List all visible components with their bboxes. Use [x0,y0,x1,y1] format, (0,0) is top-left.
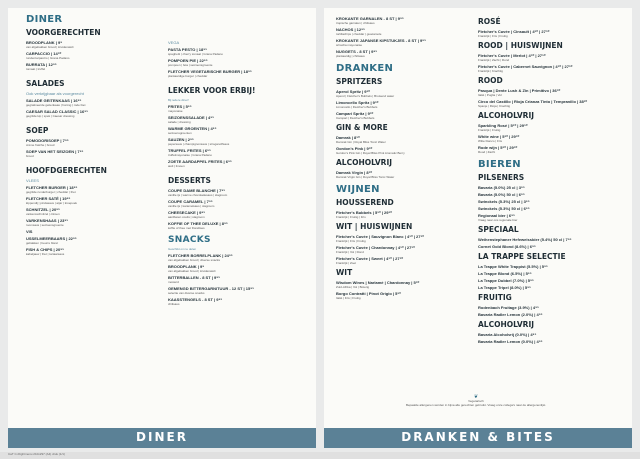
menu-list [478,123,618,154]
menu-item-name: FRITES | 5⁹⁵ [168,104,192,109]
menu-item-name: COUPE CARAMEL | 7⁹⁵ [168,199,213,204]
menu-item-name: Fletcher's Cuvée | Cabernet Sauvignon | 4⁵⁰ | 27⁵⁰ [478,64,573,69]
menu-item-description: Aperol | Fletcher's Bubbels | Bruisend water [336,94,395,98]
menu-item-name: COUPE DAME BLANCHE | 7⁹⁵ [168,188,226,193]
menu-list [168,188,288,230]
menu-item-name: CHEESECAKE | 9⁹⁵ [168,210,206,215]
menu-item-name: Circo del Castillo | Rioja Crianza Tinto | Tempranillo | 38⁵⁰ [478,99,588,104]
menu-item-name: Regionaal bier | 6⁹⁵ [478,213,515,218]
menu-item-description: koffie of thee met friandises [168,226,205,230]
section-title: SNACKS [168,235,211,245]
menu-item-description: crème fraîche | brood [26,143,55,147]
menu-item-name: Weihenstephaner Hefeweissbier (5.4%) 50 cl | 7⁹⁵ [478,237,572,242]
menu-list [26,40,126,71]
menu-item-description: Campari | Fletcher's Bubbels [336,116,375,120]
section-title: WIT [336,268,353,277]
menu-item-description: aardbeien coulis | slagroom [168,215,205,219]
section-title: ROOD [478,76,503,85]
menu-list [336,135,456,155]
menu-item-description: salade | dressing [168,120,191,124]
menu-item-name: Damrak Virgin | 8⁵⁰ [336,170,373,175]
menu-item-description: mosterd [168,280,179,284]
menu-item-name: Bavaria (5.0%) 25 cl | 3⁹⁵ [478,185,525,190]
menu-item-description: Frankrijk | Fruitig | Fris [336,215,366,219]
menu-item-description: rundercarpaccio | Grana Padano [26,56,70,60]
section-title: SPECIAAL [478,225,519,234]
vegetarian-icon: ❦ [473,394,479,400]
section-title: SALADES [26,79,65,88]
menu-list [26,185,126,256]
section-subtitle: VEGA [168,40,180,45]
menu-item-name: CARPACCIO | 14⁵⁰ [26,51,62,56]
menu-item-description: van afgebakken brood | kruidenaïoli [168,269,216,273]
menu-item-name: NUGGETS - 8 ST | 9⁹⁵ [336,49,378,54]
menu-item-description: Limoncello | Fletcher's Bubbels [336,105,378,109]
section-title: HOUSSEREND [336,198,394,207]
menu-item-name: Bavaria (5.0%) 50 cl | 6⁹⁵ [478,192,525,197]
menu-item-name: Swinckels (5.3%) 25 cl | 3⁹⁵ [478,199,530,204]
allergen-note: ❦ Vegetarisch Bepaalde allergenen worden in bijna alle gerechten gebruikt. Vraag onze collega's naar de allergenenlijst. [336,395,616,407]
menu-list [336,16,456,58]
menu-item-name: KROKANTE JAPANSE KIPSTUKJES - 8 ST | 9⁹⁵ [336,38,426,43]
menu-item-name: WARME GROENTEN | 4⁹⁵ [168,126,217,131]
menu-item-description: gegrilde kip | spek | Caesar dressing [26,114,75,118]
section-title: LA TRAPPE SELECTIE [478,252,566,261]
menu-item-description: gegrilde runderburger | cheddar | friet [26,190,76,194]
menu-item-description: Frankrijk | Zacht | Rond [478,58,510,62]
menu-item-description: van afgebakken brood | kruidenaïoli [26,45,74,49]
section-title: ALCOHOLVRIJ [336,158,393,167]
menu-item-name: KROKANTE GARNALEN - 8 ST | 9⁹⁵ [336,16,404,21]
menu-item-name: VARKENSHAAS | 23⁹⁵ [26,218,69,223]
menu-item-name: Rodenbach Fruitage (3.9%) | 4⁹⁵ [478,305,539,310]
section-title: FRUITIG [478,293,512,302]
menu-item-name: FLETCHER BURGER | 18⁹⁵ [26,185,78,190]
menu-list [478,332,618,344]
menu-list [478,53,618,73]
menu-list [478,185,618,222]
menu-item-name: SAUZEN | 2⁹⁵ [168,137,194,142]
menu-item-name: Bavaria Radler Lemon (2.0%) | 4⁹⁵ [478,312,543,317]
menu-list [478,264,618,290]
menu-item-name: Fletcher's Cuvée | Merlot | 4⁵⁰ | 27⁵⁰ [478,53,546,58]
menu-list [478,88,618,108]
section-title: ALCOHOLVRIJ [478,320,535,329]
menu-list [336,280,456,300]
menu-item-name: ZOETE AARDAPPEL FRITES | 6⁹⁵ [168,159,232,164]
menu-item-name: Fletcher's Cuvée | Sweet | 4⁵⁰ | 27⁵⁰ [336,256,404,261]
menu-item-description: Frankrijk | Vol | Rond [336,250,364,254]
menu-item-name: La Trappe White Trappist (5.5%) | 5⁹⁵ [478,264,548,269]
menu-list [168,47,288,78]
column-mid [168,40,288,306]
menu-item-description: truffelmayonaise | Grana Padano [168,153,212,157]
menu-list [26,98,126,118]
section-title: ROSÉ [478,17,501,26]
menu-item-description: Damrak Gin | Royal Bliss Tonic Water [336,140,386,144]
menu-item-name: Campari Spritz | 9⁵⁰ [336,111,374,116]
menu-item-description: gegratineerde geitenkaas | honing | rode biet [26,103,86,107]
menu-item-description: Frankrijk | Fruitig [478,128,501,132]
menu-item-description: van afgebakken brood | diverse snacks [168,258,220,262]
footer-band-left: DINER [8,428,316,448]
menu-list [336,89,456,120]
menu-item-description: spaghetti | cherry tomaat | Grana Padano [168,52,223,56]
section-title: WIJNEN [336,184,380,195]
menu-item-name: La Trappe Blond (6.5%) | 5⁹⁵ [478,271,532,276]
menu-item-description: selectie van diverse snacks [168,291,205,295]
column-drinks-1 [336,14,456,300]
section-title: DESSERTS [168,176,211,185]
menu-item-name: FLETCHER SATÉ | 19⁹⁵ [26,196,71,201]
menu-item-name: SCHNITZEL | 20⁹⁵ [26,207,60,212]
menu-item-name: La Trappe Dubbel (7.0%) | 5⁹⁵ [478,278,534,283]
section-title: SOEP [26,126,49,135]
menu-list [336,234,456,265]
section-title: LEKKER VOOR ERBIJ! [168,86,256,95]
menu-item-name: BITTERBALLEN - 8 ST | 9⁹⁵ [168,275,221,280]
menu-item-description: Frankrijk | Fris | Fruitig [478,34,508,38]
print-bar: CaT C-Flightmenu 210x297 (A4) druk (1/1) [0,452,640,459]
menu-item-name: SALADE GEITENKAAS | 16⁹⁵ [26,98,82,103]
menu-item-name: PASTA PESTO | 18⁹⁵ [168,47,207,52]
menu-item-name: Swinckels (5.3%) 50 cl | 6⁹⁵ [478,206,530,211]
menu-item-description: kippendij | pindasaus | atjar | kroepoek [26,201,78,205]
menu-item-name: VIS [26,229,33,234]
menu-item-name: Rode wijn | 5⁵⁰ | 29⁵⁰ [478,145,518,150]
section-title: ALCOHOLVRIJ [478,111,535,120]
menu-item-name: POMODORISOEP | 7⁹⁵ [26,138,69,143]
section-subtitle: VLEES [26,178,39,183]
menu-item-description: plantaardige burger | cheddar [168,74,208,78]
menu-list [478,237,618,249]
section-title: DRANKEN [336,63,394,74]
menu-item-description: vanille ijs | warme chocoladesaus | slagroom [168,193,228,197]
menu-item-name: Damrak | 8⁵⁰ [336,135,360,140]
menu-item-name: KAASSTENGELS - 8 ST | 9⁹⁵ [168,297,223,302]
menu-item-name: Sparkling Rosé | 5⁵⁰ | 29⁵⁰ [478,123,528,128]
menu-item-description: aioli | limoen [168,164,185,168]
menu-item-description: Zuid-Afrika | Vol | Boterig [336,285,370,289]
menu-item-description: gebakken | beurre blanc [26,241,59,245]
menu-item-name: SEIZOENSSALADE | 4⁹⁵ [168,115,215,120]
menu-item-description: sriracha mayonaise [336,43,363,47]
menu-item-name: Bavaria Alcoholvrij (0.0%) | 4⁹⁵ [478,332,537,337]
menu-item-name: NACHOS | 12⁹⁵ [336,27,365,32]
menu-item-description: Rood | Zacht [478,150,496,154]
menu-item-description: roomsaus | seizoensgroente [26,223,64,227]
menu-item-name: FLETCHER VEGETARISCHE BURGER | 18⁹⁵ [168,69,252,74]
menu-item-name: Aperol Spritz | 9⁵⁰ [336,89,370,94]
menu-item-description: Frankrijk | Fris | Fruitig [336,239,366,243]
menu-item-name: SOEP VAN HET SEIZOEN | 7⁹⁵ [26,149,84,154]
menu-item-description: Italië | Fris | Fruitig [336,296,361,300]
page-fold [316,0,324,459]
section-subtitle: Ook verkrijgbaar als voorgerecht [26,91,84,96]
menu-item-name: Fletcher's Cuvée | Sauvignon Blanc | 4⁵⁰ | 27⁵⁰ [336,234,424,239]
menu-item-description: pepersaus | champignonsaus | stroganoffsaus [168,142,230,146]
menu-item-name: Bavaria Radler Lemon (0.0%) | 4⁹⁵ [478,339,543,344]
menu-item-name: Fletcher's Bubbels | 5⁵⁰ | 29⁵⁰ [336,210,392,215]
section-title: WIT | HUISWIJNEN [336,222,413,231]
menu-list [168,104,288,168]
menu-item-name: FISH & CHIPS | 20⁹⁵ [26,247,65,252]
menu-item-description: Gordon's Pink Gin | Royal Bliss Pink Aromatic Berry [336,151,405,155]
menu-item-name: La Trappe Tripel (8.0%) | 5⁹⁵ [478,285,531,290]
footer-band-right: DRANKEN & BITES [324,428,632,448]
menu-list [336,210,456,219]
menu-item-name: Cornet Gold Blond (8.6%) | 6⁹⁵ [478,244,536,249]
menu-item-description: kabeljauw | friet | tartaarsaus [26,252,65,256]
menu-item-description: Witte blanco | Fris [478,139,502,143]
section-title: HOOFDGERECHTEN [26,166,107,175]
menu-item-name: Fletcher's Cuvée | Chardonnay | 4⁵⁰ | 27⁵⁰ [336,245,415,250]
menu-item-name: POMPOEN PIE | 22⁹⁵ [168,58,208,63]
column-diner [26,14,126,256]
section-title: SPRITZERS [336,77,383,86]
menu-item-name: USSELMEERBAARS | 22⁹⁵ [26,236,77,241]
section-title: VOORGERECHTEN [26,28,101,37]
menu-list [26,138,126,158]
menu-item-description: vanille ijs | karamelsaus | slagroom [168,204,215,208]
menu-item-name: BURRATA | 12⁹⁵ [26,62,57,67]
menu-item-name: KOFFIE OF THEE DELUXE | 8⁹⁵ [168,221,228,226]
menu-item-description: tortillachips | cheddar | guacamole [336,32,382,36]
menu-item-description: Vraag naar ons regionale bier [478,218,518,222]
tip-label: Bij iedere diner! [168,98,189,102]
menu-item-name: FLETCHER BORRELPLANK | 24⁹⁵ [168,253,233,258]
section-title: GIN & MORE [336,123,388,132]
menu-item-name: White wine | 5⁵⁰ | 29⁵⁰ [478,134,520,139]
menu-item-description: brood [26,154,34,158]
menu-item-name: GEMENGD BITTERGARNITUUR - 12 ST | 15⁹⁵ [168,286,255,291]
menu-item-description: varkensschnitzel | citroen [26,212,60,216]
menu-list [168,253,288,306]
menu-item-description: Spanje | Rioja | Krachtig [478,104,511,108]
menu-item-description: chilisaus [168,302,180,306]
menu-list [478,29,618,38]
menu-item-name: Borgo Contratti | Pinot Grigio | 5⁵⁰ [336,291,401,296]
menu-item-description: pompoen | feta | seizoensgroente [168,63,213,67]
menu-item-name: Pasqua | Dente Lush & Zin | Primitivo | 36⁵⁰ [478,88,561,93]
section-title: PILSENERS [478,173,525,182]
column-drinks-2 [478,14,618,344]
menu-item-name: Gordon's Pink | 9⁵⁰ [336,146,373,151]
section-title: DINER [26,14,63,25]
menu-list [336,170,456,179]
menu-item-description: tropische garnalen | chilisaus [336,21,375,25]
menu-item-description: plantaardig | chilisaus [336,54,365,58]
menu-item-description: seizoensgroenten [168,131,192,135]
menu-item-description: tomaat | truffel [26,67,46,71]
menu-item-description: mayonaise [168,109,183,113]
menu-item-name: Fletcher's Cuvée | Cinsault | 4⁵⁰ | 27⁵⁰ [478,29,550,34]
menu-item-description: Damrak Virgin Gin | Royal Bliss Tonic Water [336,175,395,179]
menu-item-description: Italië | Puglia | Vol [478,93,502,97]
section-title: ROOD | HUISWIJNEN [478,41,563,50]
menu-item-name: Wisdom Wines | Narlamé | Chardonnay | 5⁵⁰ [336,280,420,285]
menu-item-name: BROODPLANK | 9⁹ [168,264,205,269]
menu-item-name: Limoncello Spritz | 9⁵⁰ [336,100,379,105]
menu-list [478,305,618,317]
menu-item-description: Frankrijk | Krachtig [478,69,503,73]
menu-item-description: Frankrijk | Zoet [336,261,356,265]
menu-item-name: CAESAR SALAD CLASSIC | 16⁹⁵ [26,109,89,114]
menu-item-name: TRUFFEL FRITES | 6⁹⁵ [168,148,211,153]
tip-label: Geschikt om te delen [168,247,197,251]
section-title: BIEREN [478,159,521,170]
menu-item-name: BROODPLANK | 9⁹ [26,40,63,45]
